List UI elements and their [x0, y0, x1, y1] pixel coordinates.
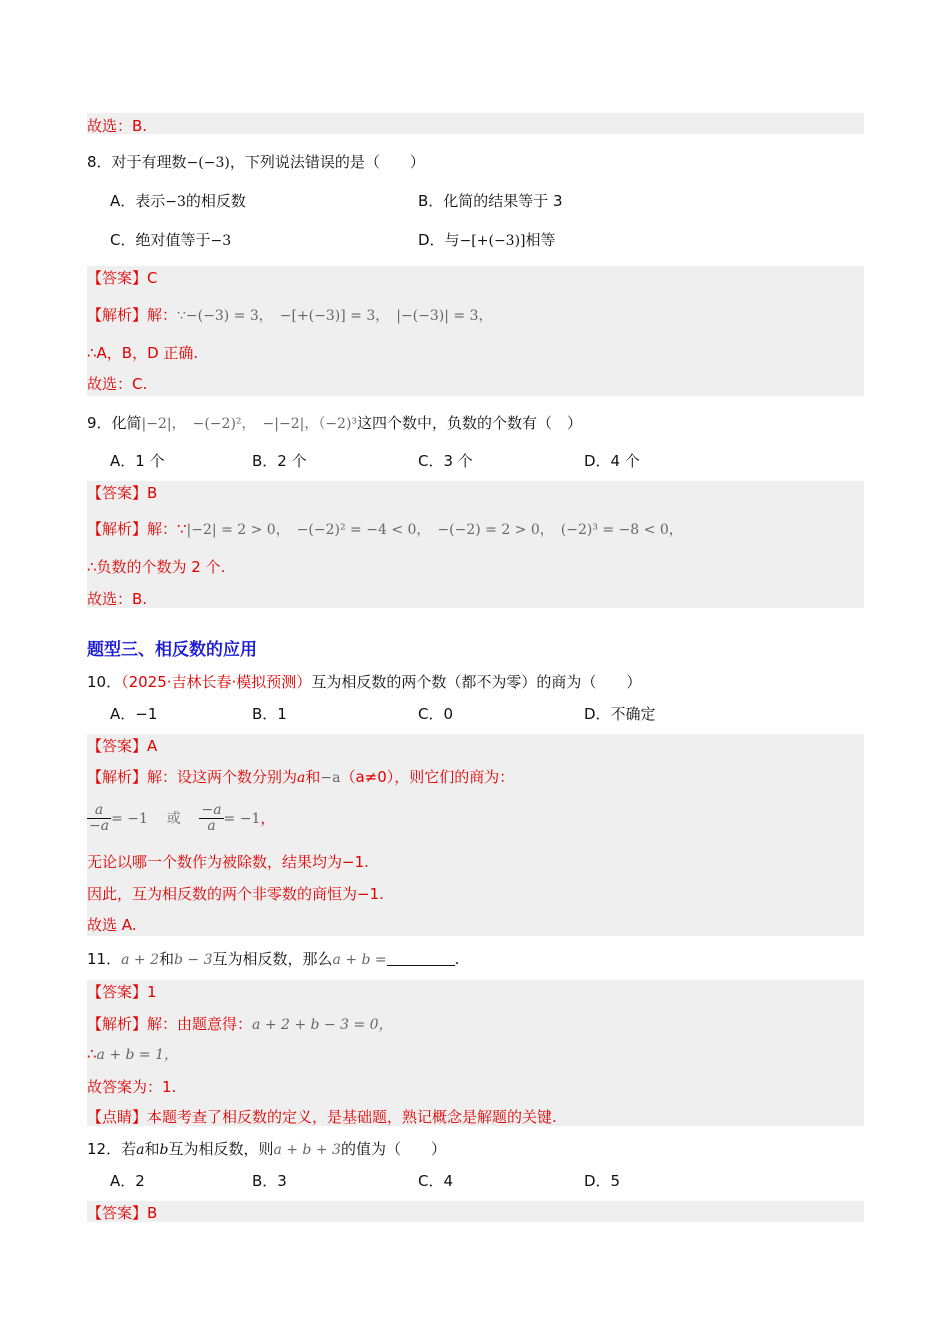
q10-analysis-line4: 因此，互为相反数的两个非零数的商恒为−1.	[87, 885, 384, 903]
q9-conclusion: 故选：B.	[87, 590, 148, 608]
q11-analysis-line3: 故答案为：1.	[87, 1078, 177, 1096]
q10-stem: 10．（2025·吉林长春·模拟预测）互为相反数的两个数（都不为零）的商为（ ）	[87, 673, 642, 691]
q11-answer-blank	[387, 951, 455, 966]
q9-option-a: A．1 个	[110, 452, 165, 470]
answer-band-q12	[87, 1201, 864, 1222]
q9-option-b: B．2 个	[252, 452, 307, 470]
q10-option-b: B．1	[252, 705, 287, 723]
answer-band-top	[87, 113, 864, 134]
answer-band-q9	[87, 481, 864, 608]
q11-analysis-line2: ∴a + b = 1，	[87, 1045, 179, 1063]
q8-option-b: B．化简的结果等于 3	[418, 192, 563, 210]
q8-answer: 【答案】C	[87, 269, 158, 287]
q12-stem: 12．若a和b互为相反数，则a + b + 3的值为（ ）	[87, 1140, 446, 1158]
q9-analysis-line2: ∴负数的个数为 2 个.	[87, 558, 226, 576]
section-heading: 题型三、相反数的应用	[87, 640, 257, 660]
q10-fraction-1: $\frac{a}{-a}$	[89, 802, 110, 834]
q9-answer: 【答案】B	[87, 484, 158, 502]
q9-option-d: D．4 个	[584, 452, 640, 470]
q12-option-a: A．2	[110, 1172, 145, 1190]
q8-analysis: 【解析】解：∵−(−3) = 3， −[+(−3)] = 3， |−(−3)| = 3，	[87, 306, 493, 324]
q10-option-d: D．不确定	[584, 705, 656, 723]
q10-analysis: 【解析】解：设这两个数分别为a和−a（a≠0），则它们的商为：	[87, 768, 515, 786]
q10-conclusion: 故选 A.	[87, 916, 137, 934]
q10-analysis-line3: 无论以哪一个数作为被除数，结果均为−1.	[87, 853, 369, 871]
previous-conclusion: 故选：B.	[87, 117, 148, 135]
q10-fraction-2: $\frac{-a}{a}$	[201, 802, 222, 834]
q9-option-c: C．3 个	[418, 452, 473, 470]
q8-analysis-line2: ∴A，B，D 正确.	[87, 344, 199, 362]
q10-answer: 【答案】A	[87, 737, 158, 755]
q9-stem: 9．化简|−2|， −(−2)²， −|−2|，（−2)³这四个数中，负数的个数有（ ）	[87, 414, 583, 432]
q12-option-d: D．5	[584, 1172, 621, 1190]
q11-stem: 11．a + 2和b − 3互为相反数，那么a + b = .	[87, 950, 460, 968]
answer-band-q11	[87, 980, 864, 1126]
q10-option-a: A．−1	[110, 705, 158, 723]
q9-analysis: 【解析】解：∵|−2| = 2 > 0， −(−2)² = −4 < 0， −(−2) = 2 > 0， (−2)³ = −8 < 0，	[87, 520, 683, 538]
q10-source: （2025·吉林长春·模拟预测）	[121, 673, 312, 691]
q12-option-b: B．3	[252, 1172, 287, 1190]
q12-option-c: C．4	[418, 1172, 454, 1190]
q11-analysis: 【解析】解：由题意得：a + 2 + b − 3 = 0，	[87, 1015, 393, 1033]
q11-comment: 【点睛】本题考查了相反数的定义，是基础题，熟记概念是解题的关键.	[87, 1108, 557, 1126]
q8-stem: 8．对于有理数−(−3)，下列说法错误的是（ ）	[87, 153, 425, 171]
q8-conclusion: 故选：C.	[87, 375, 148, 393]
q11-answer: 【答案】1	[87, 983, 157, 1001]
q12-answer: 【答案】B	[87, 1204, 158, 1222]
answer-band-q8	[87, 266, 864, 396]
q8-option-a: A．表示−3的相反数	[110, 192, 246, 210]
q10-option-c: C．0	[418, 705, 454, 723]
q10-fraction-line: $\frac{a}{-a}$ = −1 或 $\frac{-a}{a}$ = −1，	[89, 802, 276, 834]
q8-option-d: D．与−[+(−3)]相等	[418, 231, 556, 249]
q8-option-c: C．绝对值等于−3	[110, 231, 232, 249]
